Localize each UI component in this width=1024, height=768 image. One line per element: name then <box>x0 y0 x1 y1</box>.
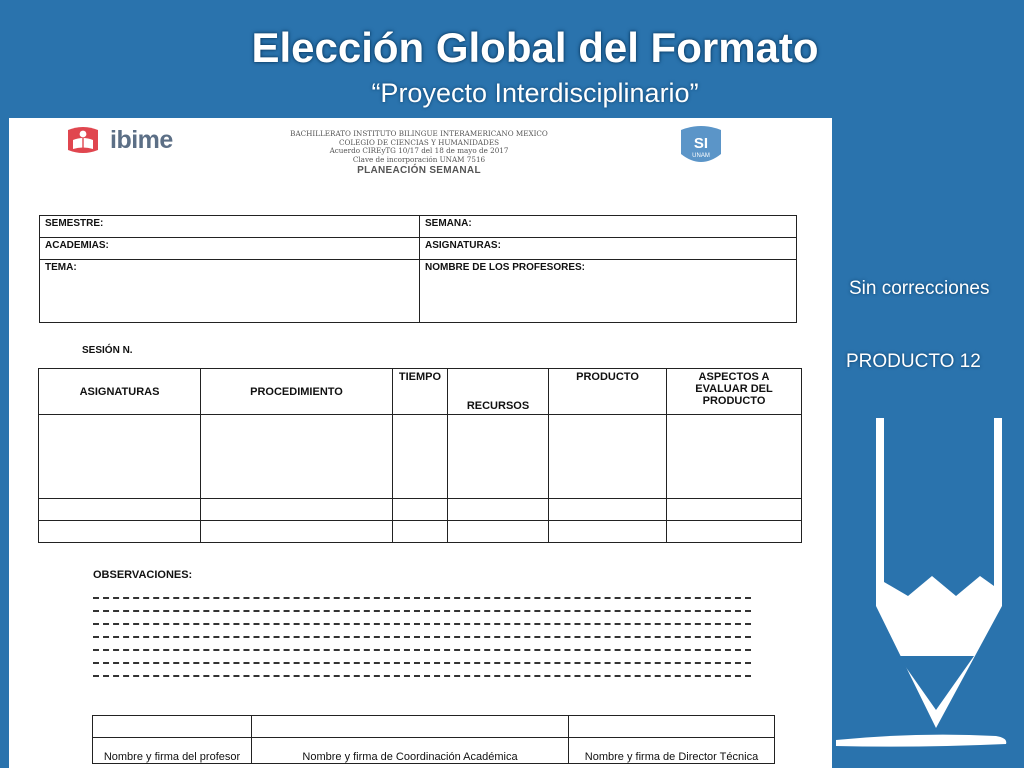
header-line-school: BACHILLERATO INSTITUTO BILINGUE INTERAMERICANO MEXICO <box>290 129 548 138</box>
academias-field: ACADEMIAS: <box>40 238 420 260</box>
semestre-field: SEMESTRE: <box>40 216 420 238</box>
pencil-icon <box>836 410 1024 768</box>
col-header-producto: PRODUCTO <box>549 369 667 415</box>
observation-line <box>93 623 751 625</box>
general-info-table <box>39 215 797 323</box>
header-line-college: COLEGIO DE CIENCIAS Y HUMANIDADES <box>339 137 499 147</box>
ibime-logo-icon <box>64 124 102 156</box>
observation-line <box>93 610 751 612</box>
ibime-logo <box>64 124 173 156</box>
signature-coordinacion: Nombre y firma de Coordinación Académica <box>252 738 569 764</box>
document-header <box>269 130 569 176</box>
tema-field: TEMA: <box>40 260 420 323</box>
signature-director: Nombre y firma de Director Técnica <box>569 738 775 764</box>
asignaturas-field: ASIGNATURAS: <box>420 238 797 260</box>
unam-logo-text: SI <box>693 135 709 152</box>
observation-line <box>93 597 751 599</box>
slide-subtitle: “Proyecto Interdisciplinario” <box>371 78 699 108</box>
unam-logo <box>675 124 727 168</box>
document-title: PLANEACIÓN SEMANAL <box>357 165 481 177</box>
col-header-recursos: RECURSOS <box>448 369 549 415</box>
table-row <box>39 521 802 543</box>
unam-logo-sub: UNAM <box>692 153 710 159</box>
col-header-aspectos: ASPECTOS A EVALUAR DEL PRODUCTO <box>667 369 802 415</box>
observation-line <box>93 675 751 677</box>
signature-profesor: Nombre y firma del profesor <box>93 738 252 764</box>
ibime-logo-text: ibime <box>110 125 173 154</box>
product-label: PRODUCTO 12 <box>846 351 981 372</box>
table-row <box>39 415 802 499</box>
session-table <box>38 368 802 543</box>
table-row <box>39 499 802 521</box>
col-header-procedimiento: PROCEDIMIENTO <box>201 369 393 415</box>
observation-line <box>93 649 751 651</box>
profesores-field: NOMBRE DE LOS PROFESORES: <box>420 260 797 323</box>
header-line-key: Clave de incorporación UNAM 7516 <box>352 154 486 164</box>
semana-field: SEMANA: <box>420 216 797 238</box>
observaciones-label: OBSERVACIONES: <box>93 569 193 581</box>
col-header-asignaturas: ASIGNATURAS <box>39 369 201 415</box>
observation-line <box>93 662 751 664</box>
observation-line <box>93 636 751 638</box>
status-text: Sin correcciones <box>849 278 990 299</box>
col-header-tiempo: TIEMPO <box>393 369 448 415</box>
planning-document <box>9 118 832 768</box>
slide-title: Elección Global del Formato <box>251 24 819 71</box>
signature-table <box>92 715 775 764</box>
session-label: SESIÓN N. <box>82 345 133 356</box>
header-line-agreement: Acuerdo CIREyTG 10/17 del 18 de mayo de 2017 <box>329 146 509 156</box>
